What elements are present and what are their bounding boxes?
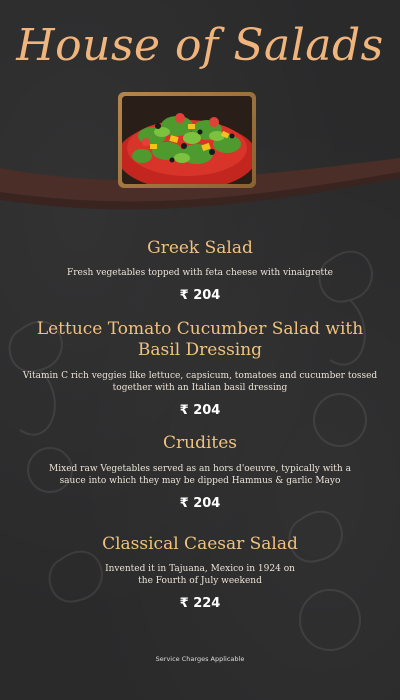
menu-title: House of Salads: [16, 20, 384, 71]
menu-item-caesar-salad: [0, 534, 400, 612]
menu-item-crudites: [0, 433, 400, 512]
service-charges-note: Service Charges Applicable: [155, 655, 245, 663]
salad-photo-frame: [118, 92, 256, 188]
item-description: Invented it in Tajuana, Mexico in 1924 on the Fourth of July weekend: [105, 564, 295, 586]
item-description: Mixed raw Vegetables served as an hors d'oeuvre, typically with a sauce into which they may be dipped Hammus & garlic Mayo: [49, 464, 351, 486]
item-price: ₹ 204: [179, 496, 221, 511]
item-description: Vitamin C rich veggies like lettuce, capsicum, tomatoes and cucumber tossed together with an Italian basil dressing: [22, 371, 378, 393]
salad-photo-icon: [122, 96, 252, 184]
salad-photo: [122, 96, 252, 184]
item-name: Lettuce Tomato Cucumber Salad with Basil Dressing: [36, 319, 364, 360]
menu-item-lettuce-tomato-salad: [0, 319, 400, 419]
item-price: ₹ 224: [179, 596, 221, 611]
item-price: ₹ 204: [179, 403, 221, 418]
item-description: Fresh vegetables topped with feta cheese with vinaigrette: [66, 268, 334, 278]
item-name: Classical Caesar Salad: [102, 534, 298, 554]
item-name: Greek Salad: [147, 238, 253, 258]
item-name: Crudites: [162, 433, 238, 453]
menu-item-greek-salad: [0, 238, 400, 304]
item-price: ₹ 204: [179, 288, 221, 303]
